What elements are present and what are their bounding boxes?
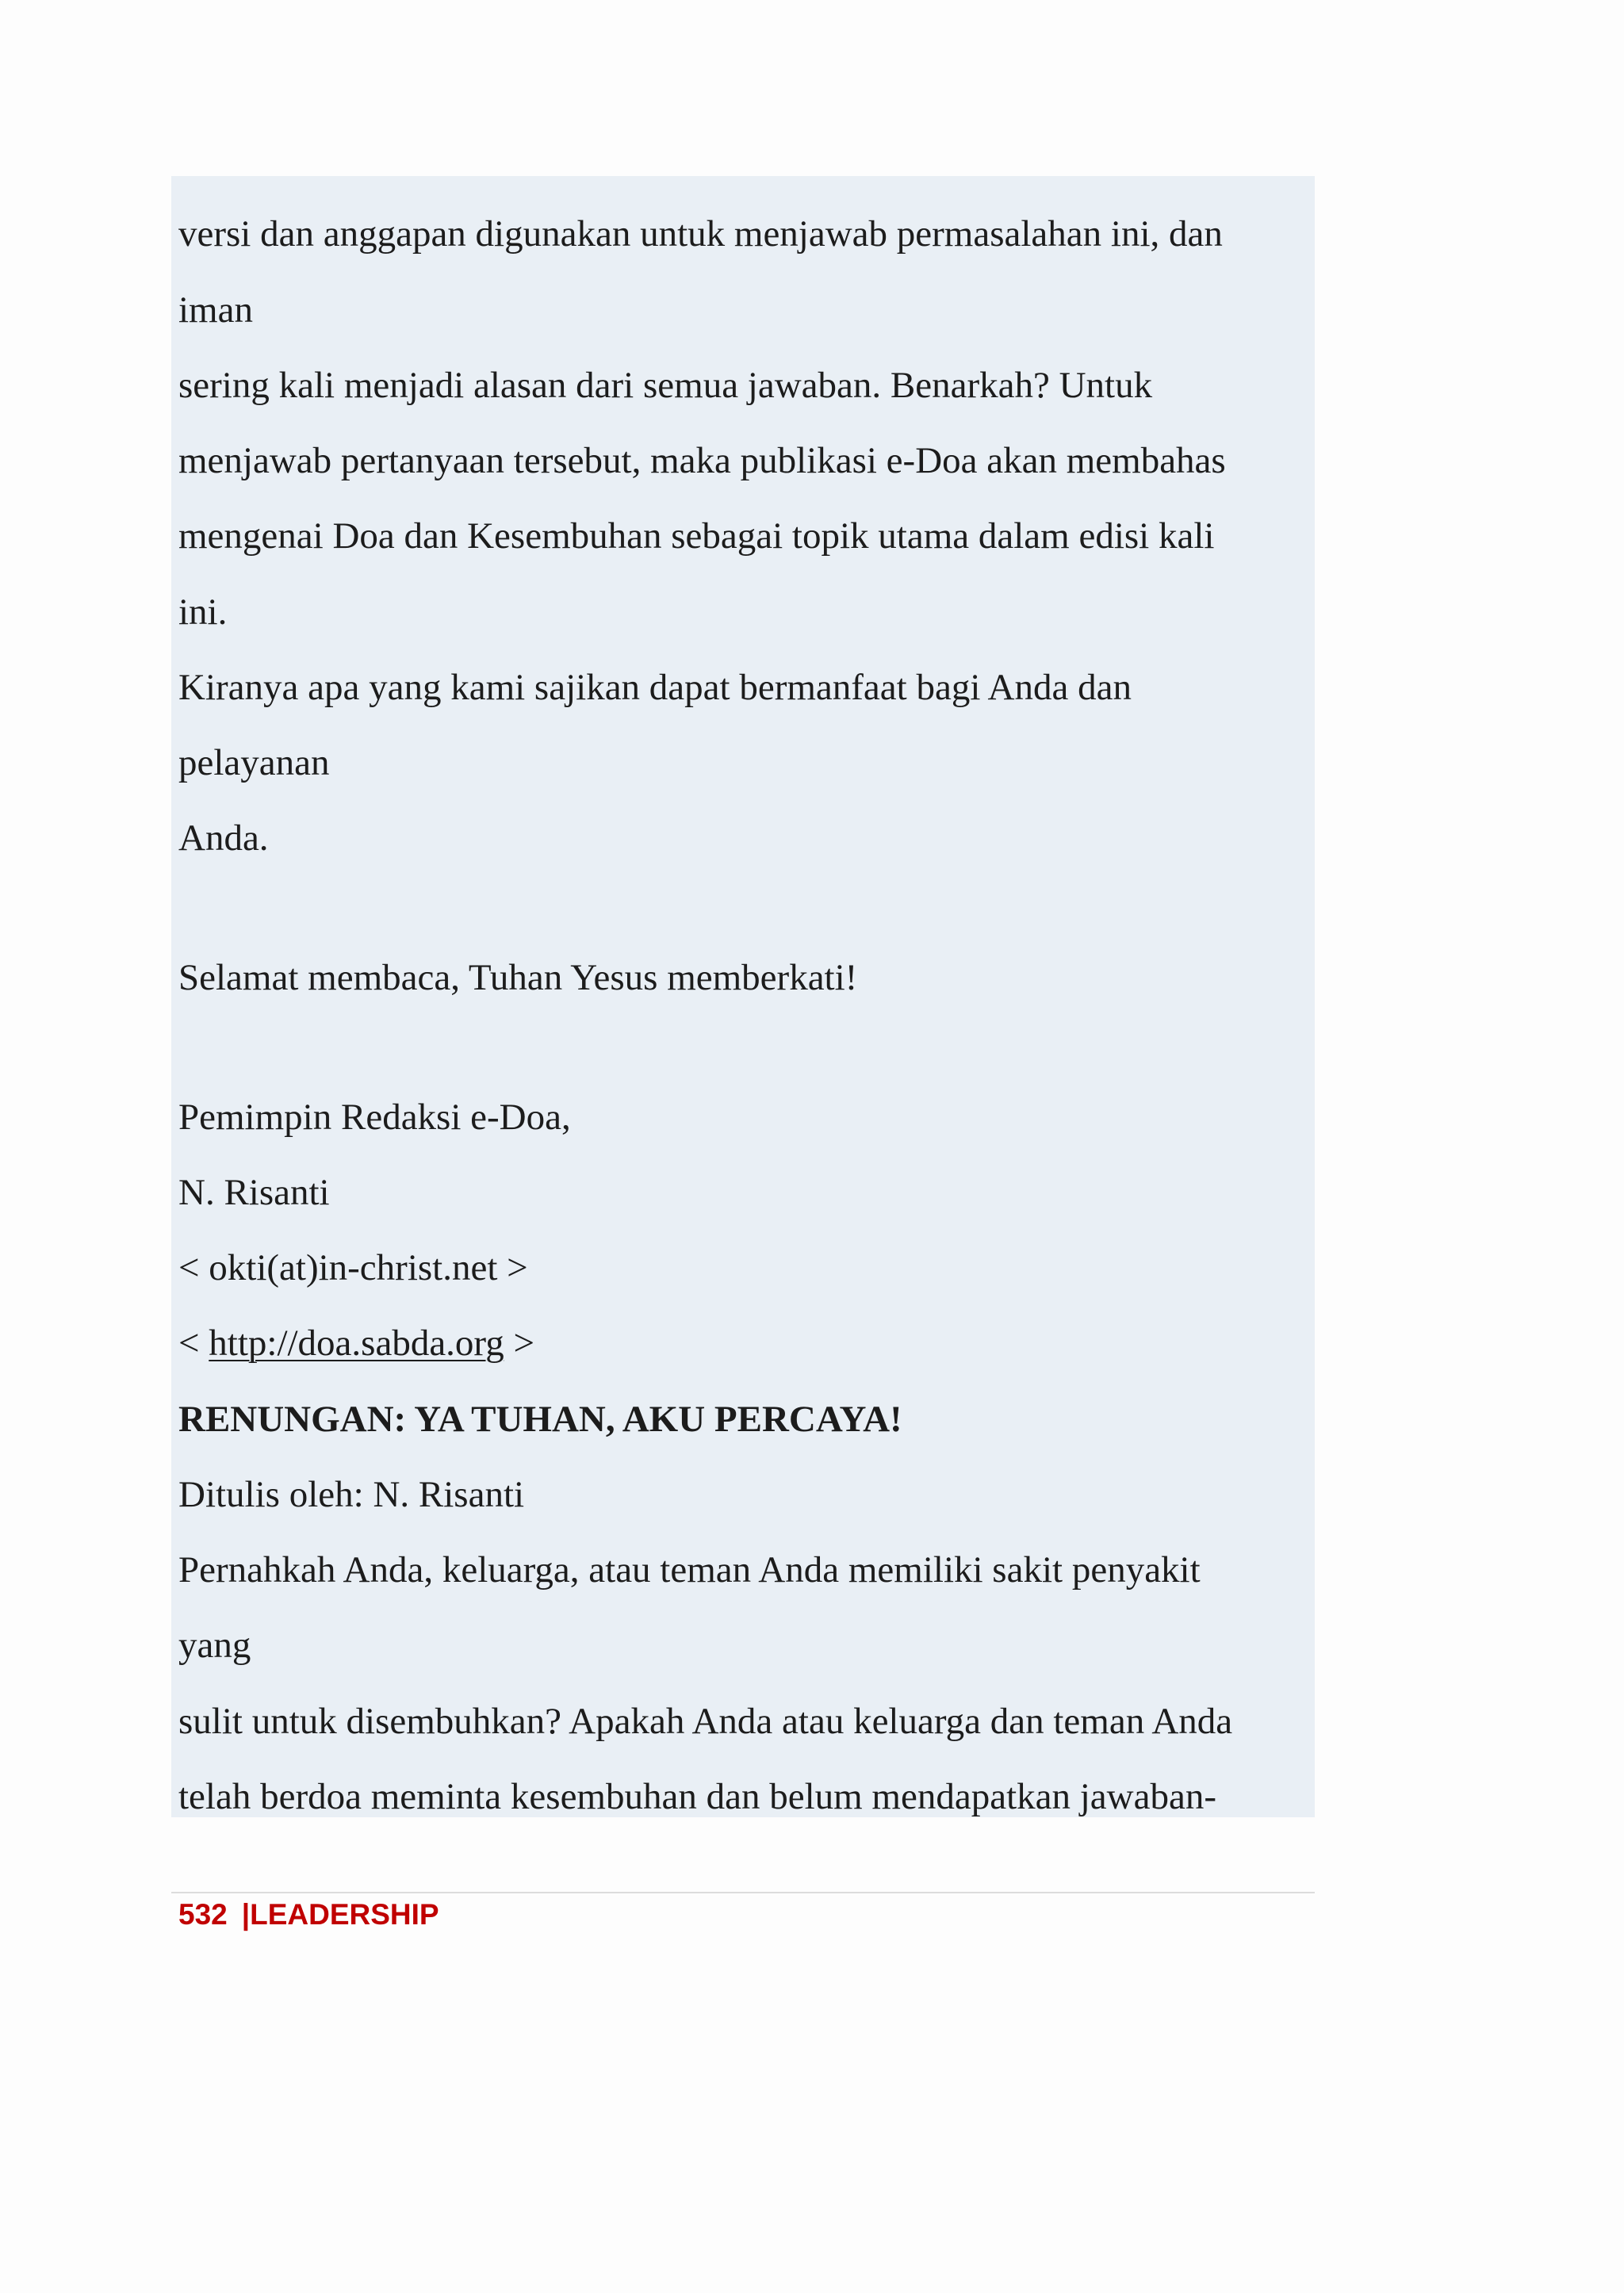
url-prefix: < [178,1323,209,1364]
signature-role: Pemimpin Redaksi e-Doa, [178,1097,571,1138]
body-line-1: versi dan anggapan digunakan untuk menjawab permasalahan ini, dan [178,213,1223,255]
body-line-8: pelayanan [178,742,330,783]
website-link[interactable]: http://doa.sabda.org [209,1323,504,1364]
greeting: Selamat membaca, Tuhan Yesus memberkati! [178,957,858,998]
signature-name: N. Risanti [178,1172,330,1213]
signature-url-line [178,1325,534,1362]
footer-section: LEADERSHIP [250,1898,439,1931]
body-line-2: iman [178,289,253,331]
body-line-9: Anda. [178,817,269,859]
article-line-3: sulit untuk disembuhkan? Apakah Anda atau keluarga dan teman Anda [178,1701,1233,1742]
body-line-3: sering kali menjadi alasan dari semua jawaban. Benarkah? Untuk [178,365,1153,406]
page-number: 532 [178,1898,228,1931]
body-line-4: menjawab pertanyaan tersebut, maka publikasi e-Doa akan membahas [178,440,1226,481]
footer-divider [171,1892,1315,1893]
body-line-7: Kiranya apa yang kami sajikan dapat bermanfaat bagi Anda dan [178,667,1132,708]
article-line-4: telah berdoa meminta kesembuhan dan belum mendapatkan jawaban- [178,1776,1216,1817]
signature-email: < okti(at)in-christ.net > [178,1247,528,1288]
page-footer [178,1900,439,1929]
footer-separator: | [241,1898,251,1931]
section-heading: RENUNGAN: YA TUHAN, AKU PERCAYA! [178,1399,902,1440]
url-suffix: > [504,1323,534,1364]
article-line-2: yang [178,1625,251,1666]
body-line-5: mengenai Doa dan Kesembuhan sebagai topik utama dalam edisi kali [178,515,1215,557]
article-line-1: Pernahkah Anda, keluarga, atau teman Anda memiliki sakit penyakit [178,1549,1201,1591]
byline: Ditulis oleh: N. Risanti [178,1474,525,1515]
body-line-6: ini. [178,591,228,633]
